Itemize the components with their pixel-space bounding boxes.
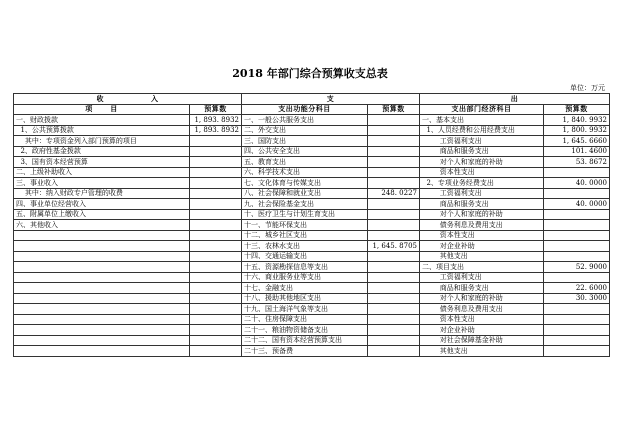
econ-subject-cell: 其他支出: [420, 251, 544, 262]
func-subject-cell: 五、教育支出: [242, 157, 368, 168]
income-budget-cell: [190, 293, 242, 304]
income-budget-cell: [190, 314, 242, 325]
econ-subject-cell: 二、项目支出: [420, 262, 544, 273]
budget-table: [13, 93, 610, 357]
func-subject-cell: 十九、国土海洋气象等支出: [242, 304, 368, 315]
econ-subject-cell: 对个人和家庭的补助: [420, 209, 544, 220]
income-budget-cell: [190, 188, 242, 199]
func-budget-cell: [368, 304, 420, 315]
econ-subject-cell: 2、专项业务经费支出: [420, 178, 544, 189]
econ-budget-cell: 1, 840. 9932: [544, 115, 610, 126]
func-budget-cell: [368, 157, 420, 168]
func-subject-cell: 十五、资源勘探信息等支出: [242, 262, 368, 273]
econ-subject-cell: 工资福利支出: [420, 136, 544, 147]
func-subject-cell: 三、国防支出: [242, 136, 368, 147]
func-subject-cell: 六、科学技术支出: [242, 167, 368, 178]
col-header-func-subject: 支出功能分科目: [242, 104, 368, 115]
econ-budget-cell: 52. 9000: [544, 262, 610, 273]
table-row: [14, 314, 610, 325]
unit-label: 单位：万元: [570, 84, 605, 92]
econ-subject-cell: 资本性支出: [420, 314, 544, 325]
income-item-cell: 一、财政拨款: [14, 115, 190, 126]
econ-subject-cell: 商品和服务支出: [420, 199, 544, 210]
func-subject-cell: 十一、节能环保支出: [242, 220, 368, 231]
econ-budget-cell: [544, 272, 610, 283]
income-budget-cell: [190, 136, 242, 147]
table-row: [14, 146, 610, 157]
table-row: [14, 335, 610, 346]
func-budget-cell: [368, 325, 420, 336]
econ-subject-cell: 工资福利支出: [420, 188, 544, 199]
func-subject-cell: 二、外交支出: [242, 125, 368, 136]
func-subject-cell: 十四、交通运输支出: [242, 251, 368, 262]
col-header-item: 项 目: [14, 104, 190, 115]
econ-subject-cell: 1、人员经费和公用经费支出: [420, 125, 544, 136]
econ-subject-cell: 一、基本支出: [420, 115, 544, 126]
econ-subject-cell: 资本性支出: [420, 167, 544, 178]
income-budget-cell: [190, 167, 242, 178]
table-row: [14, 167, 610, 178]
func-budget-cell: [368, 293, 420, 304]
income-item-cell: [14, 283, 190, 294]
table-row: [14, 220, 610, 231]
table-row: [14, 136, 610, 147]
func-budget-cell: [368, 335, 420, 346]
econ-budget-cell: [544, 209, 610, 220]
func-budget-cell: 248. 0227: [368, 188, 420, 199]
income-budget-cell: 1, 893. 8932: [190, 115, 242, 126]
func-budget-cell: [368, 230, 420, 241]
func-subject-cell: 二十二、国有资本经营预算支出: [242, 335, 368, 346]
income-budget-cell: [190, 304, 242, 315]
econ-budget-cell: 53. 8672: [544, 157, 610, 168]
table-row: [14, 346, 610, 357]
func-subject-cell: 八、社会保障和就业支出: [242, 188, 368, 199]
col-header-budget-income: 预算数: [190, 104, 242, 115]
func-budget-cell: [368, 115, 420, 126]
econ-subject-cell: 商品和服务支出: [420, 283, 544, 294]
table-row: [14, 199, 610, 210]
col-header-budget-func: 预算数: [368, 104, 420, 115]
func-budget-cell: 1, 645. 8705: [368, 241, 420, 252]
table-row: [14, 115, 610, 126]
econ-budget-cell: [544, 230, 610, 241]
income-budget-cell: [190, 251, 242, 262]
table-row: [14, 293, 610, 304]
income-budget-cell: [190, 157, 242, 168]
table-row: [14, 272, 610, 283]
econ-subject-cell: 对企业补助: [420, 325, 544, 336]
table-row: [14, 178, 610, 189]
func-budget-cell: [368, 272, 420, 283]
econ-subject-cell: 对企业补助: [420, 241, 544, 252]
econ-budget-cell: [544, 251, 610, 262]
func-budget-cell: [368, 199, 420, 210]
income-item-cell: [14, 314, 190, 325]
table-row: [14, 251, 610, 262]
econ-budget-cell: 1, 645. 6660: [544, 136, 610, 147]
table-row: [14, 262, 610, 273]
func-budget-cell: [368, 136, 420, 147]
table-row: [14, 209, 610, 220]
table-row: [14, 230, 610, 241]
func-subject-cell: 十三、农林水支出: [242, 241, 368, 252]
econ-subject-cell: 其他支出: [420, 346, 544, 357]
table-row: [14, 325, 610, 336]
expense-header-chu: 出: [420, 94, 610, 105]
income-item-cell: [14, 241, 190, 252]
income-item-cell: 二、上级补助收入: [14, 167, 190, 178]
income-item-cell: [14, 293, 190, 304]
func-budget-cell: [368, 314, 420, 325]
func-budget-cell: [368, 283, 420, 294]
func-subject-cell: 十七、金融支出: [242, 283, 368, 294]
func-budget-cell: [368, 167, 420, 178]
econ-budget-cell: [544, 335, 610, 346]
header-row-2: [14, 104, 610, 115]
econ-subject-cell: 对个人和家庭的补助: [420, 293, 544, 304]
econ-budget-cell: [544, 241, 610, 252]
econ-subject-cell: 资本性支出: [420, 230, 544, 241]
income-item-cell: [14, 346, 190, 357]
econ-budget-cell: 22. 6000: [544, 283, 610, 294]
func-budget-cell: [368, 209, 420, 220]
func-subject-cell: 七、文化体育与传媒支出: [242, 178, 368, 189]
econ-budget-cell: [544, 325, 610, 336]
income-item-cell: 三、事业收入: [14, 178, 190, 189]
econ-budget-cell: [544, 188, 610, 199]
func-subject-cell: 十二、城乡社区支出: [242, 230, 368, 241]
econ-subject-cell: 对个人和家庭的补助: [420, 157, 544, 168]
income-item-cell: 其中：纳入财政专户管理的收费: [14, 188, 190, 199]
income-budget-cell: [190, 335, 242, 346]
income-budget-cell: [190, 230, 242, 241]
func-subject-cell: 二十、住房保障支出: [242, 314, 368, 325]
func-subject-cell: 九、社会保险基金支出: [242, 199, 368, 210]
func-subject-cell: 十、医疗卫生与计划生育支出: [242, 209, 368, 220]
income-budget-cell: [190, 283, 242, 294]
income-budget-cell: [190, 178, 242, 189]
econ-budget-cell: [544, 167, 610, 178]
table-row: [14, 157, 610, 168]
income-budget-cell: 1, 893. 8932: [190, 125, 242, 136]
func-subject-cell: 二十一、粮油物资储备支出: [242, 325, 368, 336]
income-item-cell: 2、政府性基金拨款: [14, 146, 190, 157]
income-item-cell: [14, 272, 190, 283]
income-header: 收 入: [14, 94, 242, 105]
econ-budget-cell: [544, 304, 610, 315]
income-item-cell: [14, 304, 190, 315]
income-item-cell: 六、其他收入: [14, 220, 190, 231]
func-subject-cell: 十六、商业服务业等支出: [242, 272, 368, 283]
expense-header-zhi: 支: [242, 94, 420, 105]
func-budget-cell: [368, 125, 420, 136]
econ-subject-cell: 对社会保障基金补助: [420, 335, 544, 346]
income-item-cell: [14, 262, 190, 273]
func-budget-cell: [368, 262, 420, 273]
income-budget-cell: [190, 325, 242, 336]
income-item-cell: 其中：专项资金列入部门预算的项目: [14, 136, 190, 147]
income-budget-cell: [190, 220, 242, 231]
econ-subject-cell: 工资福利支出: [420, 272, 544, 283]
col-header-budget-econ: 预算数: [544, 104, 610, 115]
table-body: [14, 115, 610, 357]
econ-subject-cell: 债务利息及费用支出: [420, 304, 544, 315]
income-item-cell: 3、国有资本经营预算: [14, 157, 190, 168]
func-budget-cell: [368, 251, 420, 262]
table-row: [14, 125, 610, 136]
income-budget-cell: [190, 262, 242, 273]
income-item-cell: 五、附属单位上缴收入: [14, 209, 190, 220]
econ-subject-cell: 商品和服务支出: [420, 146, 544, 157]
table-row: [14, 304, 610, 315]
income-item-cell: 1、公共预算拨款: [14, 125, 190, 136]
income-budget-cell: [190, 199, 242, 210]
header-row-1: [14, 94, 610, 105]
table-row: [14, 241, 610, 252]
func-budget-cell: [368, 346, 420, 357]
econ-budget-cell: [544, 314, 610, 325]
func-budget-cell: [368, 178, 420, 189]
econ-budget-cell: 30. 3000: [544, 293, 610, 304]
econ-budget-cell: [544, 220, 610, 231]
income-budget-cell: [190, 346, 242, 357]
func-subject-cell: 一、一般公共服务支出: [242, 115, 368, 126]
income-item-cell: [14, 325, 190, 336]
func-subject-cell: 二十三、预备费: [242, 346, 368, 357]
col-header-econ-subject: 支出部门经济科目: [420, 104, 544, 115]
econ-budget-cell: [544, 346, 610, 357]
econ-budget-cell: 101. 4600: [544, 146, 610, 157]
table-row: [14, 188, 610, 199]
func-subject-cell: 四、公共安全支出: [242, 146, 368, 157]
income-item-cell: [14, 335, 190, 346]
income-budget-cell: [190, 272, 242, 283]
income-budget-cell: [190, 241, 242, 252]
econ-budget-cell: 40. 0000: [544, 178, 610, 189]
income-item-cell: [14, 230, 190, 241]
income-budget-cell: [190, 146, 242, 157]
page-title: 2018 年部门综合预算收支总表: [232, 67, 388, 80]
table-row: [14, 283, 610, 294]
func-subject-cell: 十八、援助其他地区支出: [242, 293, 368, 304]
func-budget-cell: [368, 146, 420, 157]
income-budget-cell: [190, 209, 242, 220]
income-item-cell: [14, 251, 190, 262]
econ-budget-cell: 1, 800. 9932: [544, 125, 610, 136]
econ-budget-cell: 40. 0000: [544, 199, 610, 210]
func-budget-cell: [368, 220, 420, 231]
econ-subject-cell: 债务利息及费用支出: [420, 220, 544, 231]
income-item-cell: 四、事业单位经营收入: [14, 199, 190, 210]
